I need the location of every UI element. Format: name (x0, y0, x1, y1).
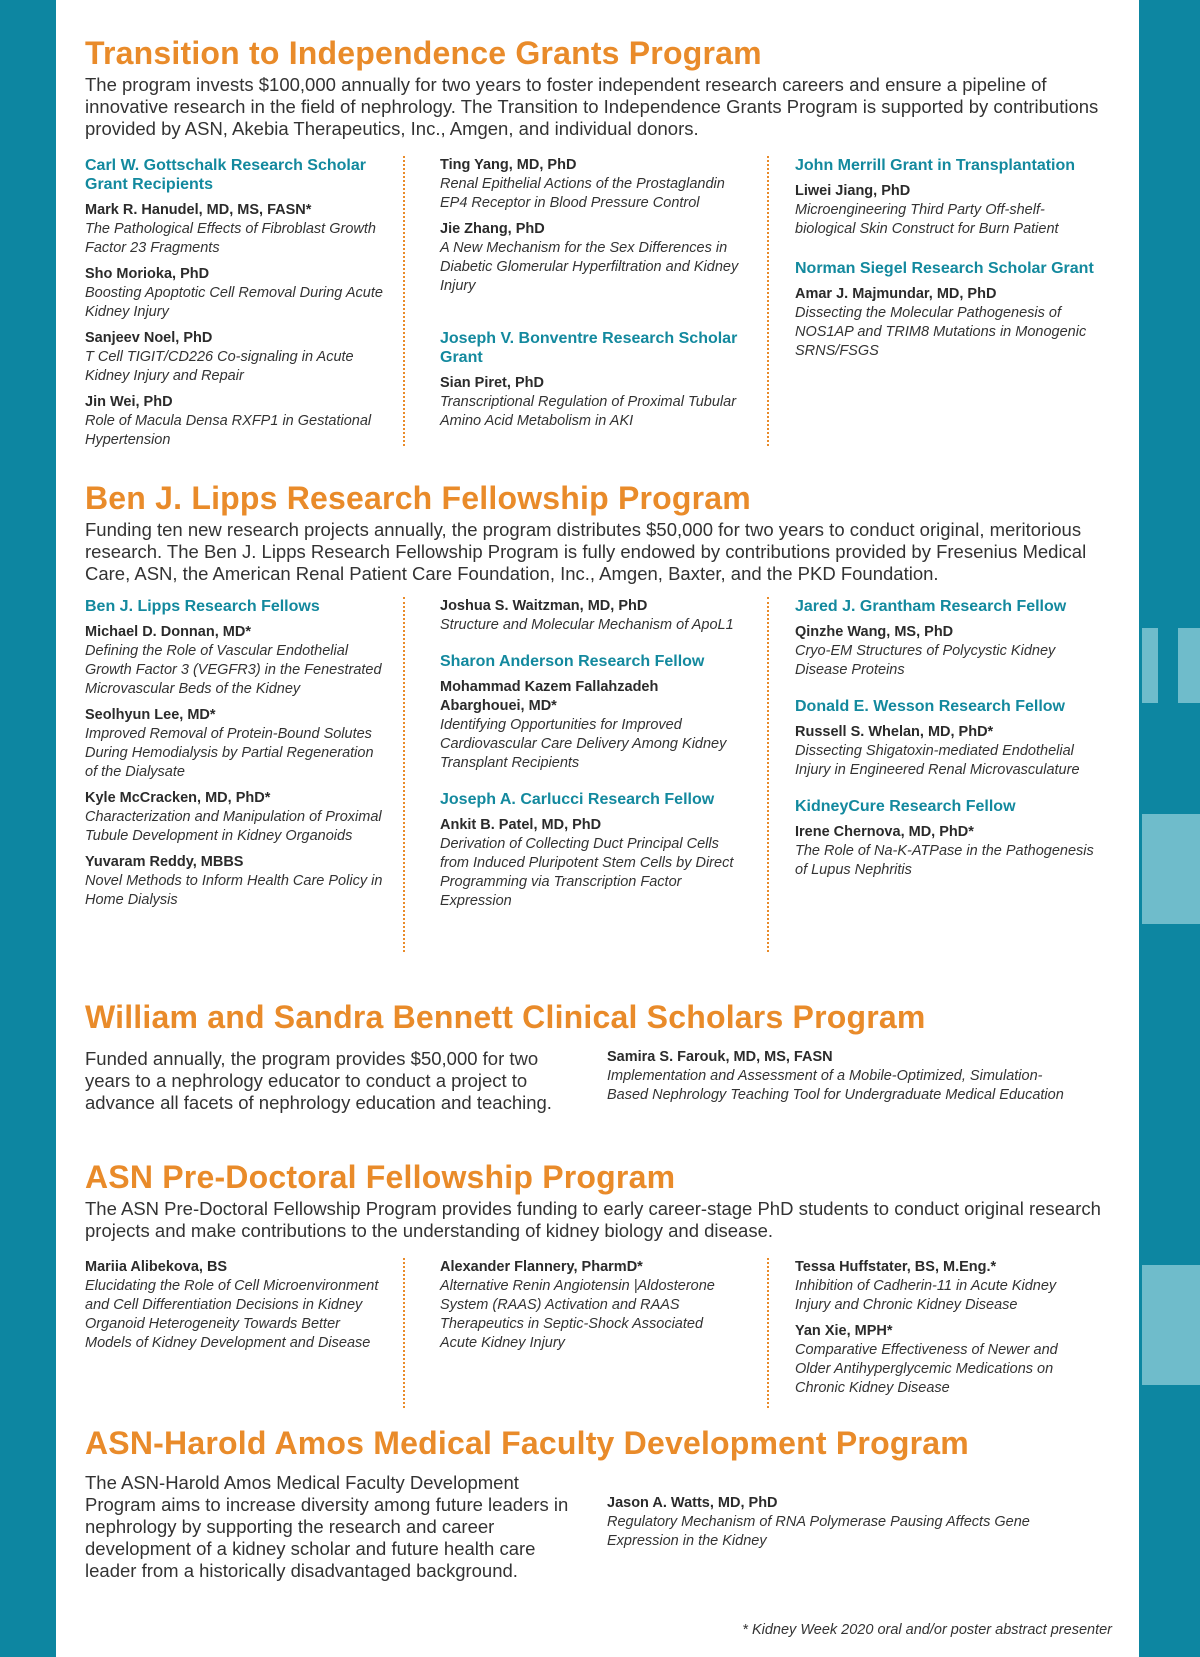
recipient-name: Mohammad Kazem Fallahzadeh Abarghouei, MD* (440, 679, 659, 714)
recipient-entry (795, 1258, 1095, 1315)
recipient-name: Jason A. Watts, MD, PhD (607, 1495, 778, 1511)
section-bennett-scholars (85, 998, 1125, 1138)
section-transition-grants (85, 34, 1125, 456)
column-divider (403, 1258, 405, 1408)
recipient-name: Tessa Huffstater, BS, M.Eng.* (795, 1259, 997, 1275)
recipient-entry (440, 156, 740, 213)
recipient-name: Yuvaram Reddy, MBBS (85, 854, 244, 870)
recipient-name: Samira S. Farouk, MD, MS, FASN (607, 1049, 833, 1065)
recipient-name: Jie Zhang, PhD (440, 221, 545, 237)
recipient-entry (85, 393, 385, 450)
section-heading: ASN-Harold Amos Medical Faculty Development Program (85, 1425, 969, 1461)
recipient-name: Joshua S. Waitzman, MD, PhD (440, 598, 648, 614)
recipient-columns (85, 1258, 1125, 1408)
column-2 (440, 597, 740, 911)
project-title: Microengineering Third Party Off-shelf-biological Skin Construct for Burn Patient (795, 202, 1059, 237)
project-title: Transcriptional Regulation of Proximal Tubular Amino Acid Metabolism in AKI (440, 394, 737, 429)
recipient-entry (440, 374, 740, 431)
project-title: Renal Epithelial Actions of the Prostaglandin EP4 Receptor in Blood Pressure Control (440, 176, 725, 211)
recipient-entry (607, 1048, 1077, 1105)
decor-stripe-1 (1142, 628, 1158, 703)
recipient-entry (440, 220, 740, 296)
column-1 (85, 156, 385, 450)
project-title: T Cell TIGIT/CD226 Co-signaling in Acute Kidney Injury and Repair (85, 349, 354, 384)
project-title: Defining the Role of Vascular Endothelial Growth Factor 3 (VEGFR3) in the Fenestrated Microvascular Beds of the Kidney (85, 643, 382, 697)
recipient-entry (85, 265, 385, 322)
column-subhead: Joseph V. Bonventre Research Scholar Grant (440, 330, 738, 366)
recipient-name: Mark R. Hanudel, MD, MS, FASN* (85, 202, 312, 218)
section-intro: Funded annually, the program provides $50,000 for two years to a nephrology educator to conduct a project to advance all facets of nephrology education and teaching. (85, 1048, 552, 1113)
recipient-entry (795, 1322, 1095, 1398)
project-title: Inhibition of Cadherin-11 in Acute Kidney Injury and Chronic Kidney Disease (795, 1278, 1057, 1313)
section-heading: Transition to Independence Grants Program (85, 35, 762, 71)
project-title: Structure and Molecular Mechanism of ApoL1 (440, 617, 734, 633)
column-divider (767, 156, 769, 446)
column-divider (767, 1258, 769, 1408)
section-lipps-fellowship (85, 479, 1125, 957)
recipient-name: Yan Xie, MPH* (795, 1323, 893, 1339)
footnote: * Kidney Week 2020 oral and/or poster abstract presenter (742, 1622, 1112, 1638)
project-title: A New Mechanism for the Sex Differences in Diabetic Glomerular Hyperfiltration and Kidney Injury (440, 240, 739, 294)
section-heading: William and Sandra Bennett Clinical Scholars Program (85, 999, 926, 1035)
project-title: Comparative Effectiveness of Newer and Older Antihyperglycemic Medications on Chronic Kidney Disease (795, 1342, 1058, 1396)
project-title: The Role of Na-K-ATPase in the Pathogenesis of Lupus Nephritis (795, 843, 1094, 878)
column-subhead: Carl W. Gottschalk Research Scholar Grant Recipients (85, 157, 366, 193)
project-title: The Pathological Effects of Fibroblast Growth Factor 23 Fragments (85, 221, 376, 256)
recipient-entry (607, 1494, 1077, 1551)
recipient-entry (795, 623, 1095, 680)
project-title: Alternative Renin Angiotensin |Aldosterone System (RAAS) Activation and RAAS Therapeutics in Septic-Shock Associated Acute Kidney Injury (440, 1278, 715, 1351)
column-divider (767, 597, 769, 952)
project-title: Novel Methods to Inform Health Care Policy in Home Dialysis (85, 873, 383, 908)
section-predoctoral (85, 1158, 1125, 1408)
column-subhead: Ben J. Lipps Research Fellows (85, 598, 320, 615)
column-3 (795, 1258, 1095, 1398)
recipient-name: Irene Chernova, MD, PhD* (795, 824, 974, 840)
column-subhead: Jared J. Grantham Research Fellow (795, 598, 1067, 615)
recipient-name: Seolhyun Lee, MD* (85, 707, 216, 723)
project-title: Implementation and Assessment of a Mobile-Optimized, Simulation-Based Nephrology Teaching Tool for Undergraduate Medical Education (607, 1068, 1064, 1103)
project-title: Characterization and Manipulation of Proximal Tubule Development in Kidney Organoids (85, 809, 382, 844)
recipient-entry (440, 597, 740, 635)
recipient-name: Ting Yang, MD, PhD (440, 157, 577, 173)
section-heading: Ben J. Lipps Research Fellowship Program (85, 480, 751, 516)
recipient-entry (440, 816, 740, 911)
column-1 (85, 597, 385, 910)
decor-stripe-2 (1178, 628, 1200, 703)
column-divider (403, 597, 405, 952)
recipient-entry (85, 706, 385, 782)
project-title: Cryo-EM Structures of Polycystic Kidney Disease Proteins (795, 643, 1056, 678)
recipient-name: Ankit B. Patel, MD, PhD (440, 817, 602, 833)
recipient-name: Amar J. Majmundar, MD, PhD (795, 286, 997, 302)
project-title: Derivation of Collecting Duct Principal Cells from Induced Pluripotent Stem Cells by Direct Programming via Transcription Factor Expression (440, 836, 734, 909)
recipient-entry (795, 723, 1095, 780)
project-title: Role of Macula Densa RXFP1 in Gestational Hypertension (85, 413, 372, 448)
column-subhead: Norman Siegel Research Scholar Grant (795, 260, 1094, 277)
recipient-columns (85, 597, 1125, 957)
project-title: Dissecting the Molecular Pathogenesis of NOS1AP and TRIM8 Mutations in Monogenic SRNS/FSGS (795, 305, 1087, 359)
section-intro: The ASN-Harold Amos Medical Faculty Development Program aims to increase diversity among future leaders in nephrology by supporting the research and career development of a kidney scholar and future health care leader from a historically disadvantaged background. (85, 1472, 569, 1581)
recipient-entry (85, 623, 385, 699)
recipient-name: Qinzhe Wang, MS, PhD (795, 624, 954, 640)
recipient-entry (85, 329, 385, 386)
recipient-entry (440, 678, 740, 773)
recipient-name: Mariia Alibekova, BS (85, 1259, 228, 1275)
recipient-name: Jin Wei, PhD (85, 394, 173, 410)
recipient-name: Liwei Jiang, PhD (795, 183, 911, 199)
recipient-name: Michael D. Donnan, MD* (85, 624, 251, 640)
column-subhead: Donald E. Wesson Research Fellow (795, 698, 1065, 715)
recipient-entry (85, 853, 385, 910)
column-1 (85, 1258, 385, 1353)
column-subhead: Joseph A. Carlucci Research Fellow (440, 791, 715, 808)
project-title: Dissecting Shigatoxin-mediated Endothelial Injury in Engineered Renal Microvasculature (795, 743, 1080, 778)
section-body (85, 1048, 1125, 1138)
column-2 (440, 156, 740, 431)
column-3 (795, 597, 1095, 880)
column-2 (440, 1258, 740, 1353)
section-heading: ASN Pre-Doctoral Fellowship Program (85, 1159, 676, 1195)
column-3 (795, 156, 1095, 361)
project-title: Identifying Opportunities for Improved Cardiovascular Care Delivery Among Kidney Transplant Recipients (440, 717, 727, 771)
project-title: Elucidating the Role of Cell Microenvironment and Cell Differentiation Decisions in Kidney Organoid Heterogeneity Towards Better Models of Kidney Development and Disease (85, 1278, 379, 1351)
recipient-name: Sho Morioka, PhD (85, 266, 210, 282)
recipient-columns (85, 156, 1125, 456)
column-subhead: KidneyCure Research Fellow (795, 798, 1016, 815)
project-title: Improved Removal of Protein-Bound Solutes During Hemodialysis by Partial Regeneration of the Dialysate (85, 726, 374, 780)
section-body (85, 1472, 1125, 1612)
recipient-entry (85, 789, 385, 846)
section-harold-amos (85, 1424, 1125, 1612)
decor-block-2 (1142, 1265, 1200, 1385)
project-title: Boosting Apoptotic Cell Removal During Acute Kidney Injury (85, 285, 383, 320)
recipient-entry (795, 182, 1095, 239)
decor-block-1 (1142, 814, 1200, 924)
recipient-name: Kyle McCracken, MD, PhD* (85, 790, 271, 806)
project-title: Regulatory Mechanism of RNA Polymerase Pausing Affects Gene Expression in the Kidney (607, 1514, 1030, 1549)
section-intro: The ASN Pre-Doctoral Fellowship Program provides funding to early career-stage PhD students to conduct original research projects and make contributions to the understanding of kidney biology and disease. (85, 1198, 1101, 1241)
recipient-name: Sian Piret, PhD (440, 375, 544, 391)
recipient-name: Sanjeev Noel, PhD (85, 330, 213, 346)
section-intro: Funding ten new research projects annually, the program distributes $50,000 for two years to conduct original, meritorious research. The Ben J. Lipps Research Fellowship Program is fully endowed by contributions provided by Fresenius Medical Care, ASN, the American Renal Patient Care Foundation, Inc., Amgen, Baxter, and the PKD Foundation. (85, 519, 1087, 584)
recipient-entry (795, 823, 1095, 880)
section-intro: The program invests $100,000 annually for two years to foster independent research careers and ensure a pipeline of innovative research in the field of nephrology. The Transition to Independence Grants Program is supported by contributions provided by ASN, Akebia Therapeutics, Inc., Amgen, and individual donors. (85, 74, 1099, 139)
column-divider (403, 156, 405, 446)
recipient-entry (795, 285, 1095, 361)
recipient-entry (85, 201, 385, 258)
recipient-name: Alexander Flannery, PharmD* (440, 1259, 643, 1275)
column-subhead: Sharon Anderson Research Fellow (440, 653, 705, 670)
recipient-name: Russell S. Whelan, MD, PhD* (795, 724, 994, 740)
column-subhead: John Merrill Grant in Transplantation (795, 157, 1076, 174)
